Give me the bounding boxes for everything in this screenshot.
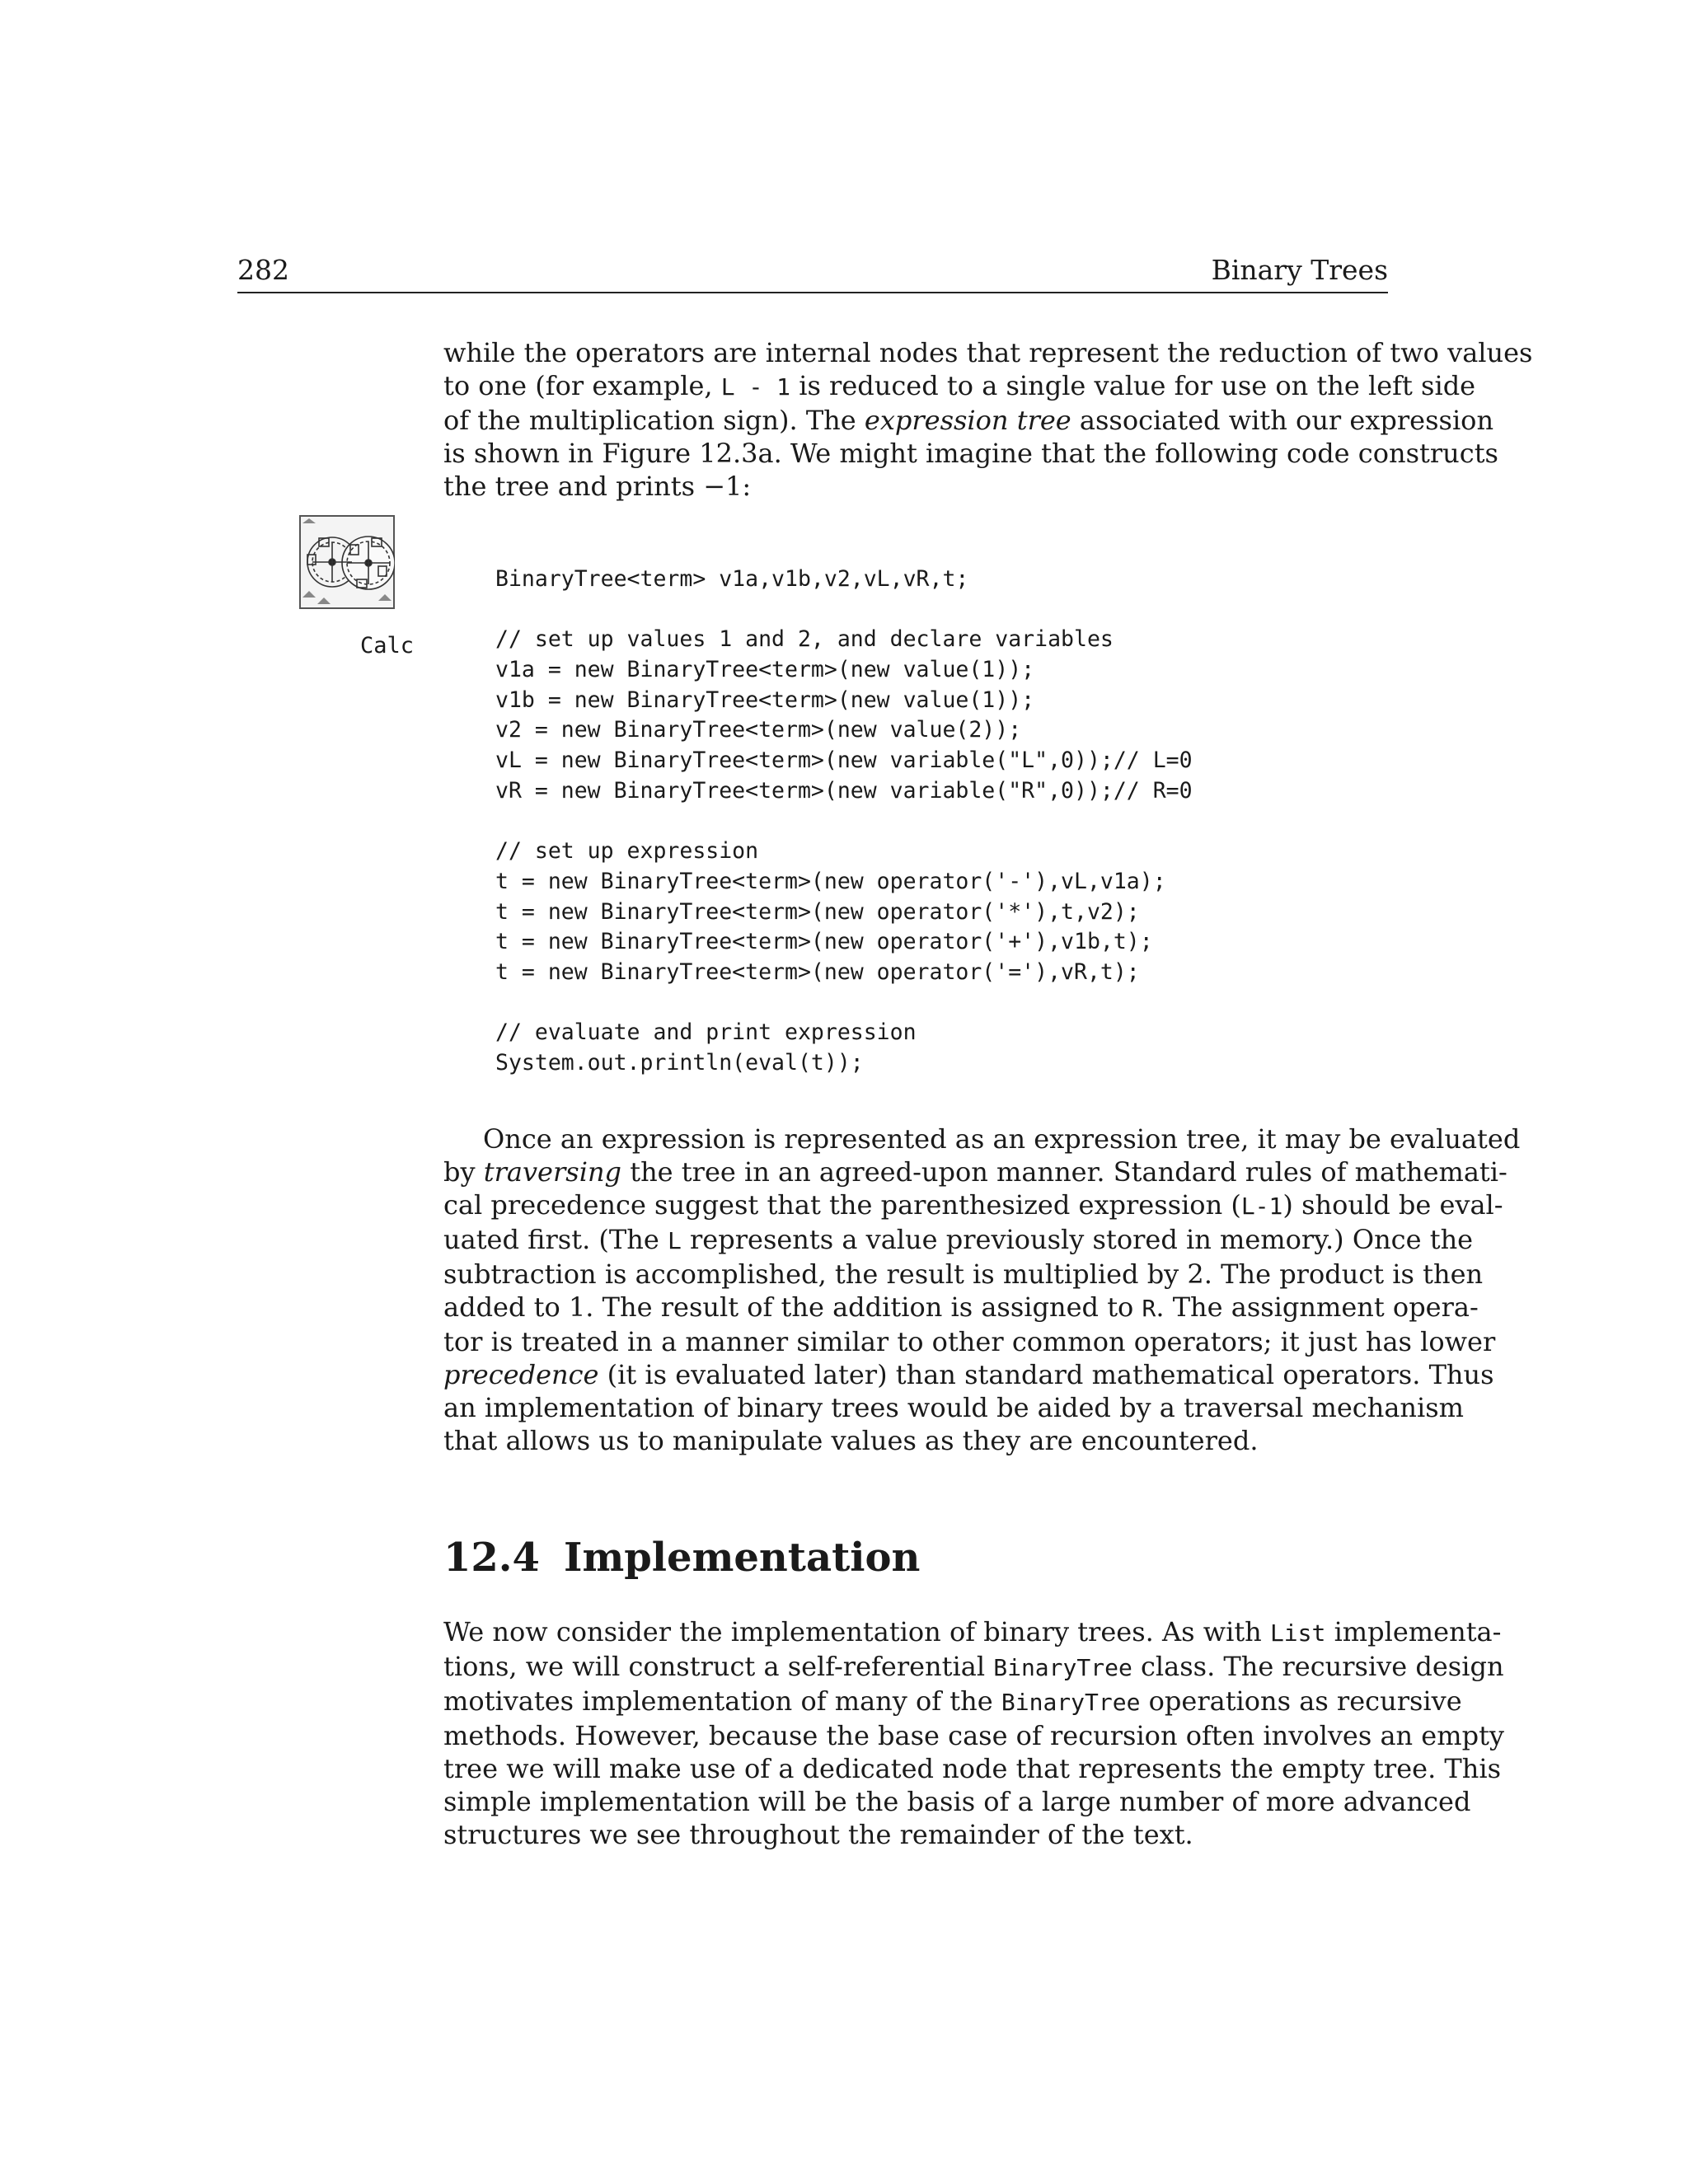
code-line: v1b = new BinaryTree<term>(new value(1)); [495,687,1035,713]
text-line: while the operators are internal nodes that represent the reduction of two values [443,337,1533,368]
text-line: the tree and prints −1: [443,471,752,502]
emphasis: traversing [483,1156,622,1188]
text-line: simple implementation will be the basis of a large number of more advanced [443,1786,1471,1817]
text-line: of the multiplication sign). The expression tree associated with our expression [443,405,1494,436]
text-line: tions, we will construct a self-referential BinaryTree class. The recursive design [443,1651,1504,1682]
code-line: t = new BinaryTree<term>(new operator('+'),v1b,t); [495,929,1153,955]
text-line: structures we see throughout the remainder of the text. [443,1819,1193,1850]
inline-code: List [1269,1619,1326,1647]
implementation-paragraph [443,1615,1504,1851]
text-line: is shown in Figure 12.3a. We might imagine that the following code constructs [443,438,1498,469]
intro-paragraph [443,336,1533,503]
inline-code: BinaryTree [993,1654,1132,1681]
code-line [495,988,1193,1019]
text-line: tree we will make use of a dedicated node that represents the empty tree. This [443,1753,1502,1784]
page-number: 282 [237,254,289,286]
code-line: System.out.println(eval(t)); [495,1050,864,1076]
code-line [495,595,1193,626]
inline-code: R [1142,1295,1156,1322]
running-header [237,251,1388,293]
code-line: // set up values 1 and 2, and declare variables [495,626,1114,653]
gears-icon [299,515,395,609]
text-line: uated first. (The L represents a value previously stored in memory.) Once the [443,1224,1474,1255]
code-line: // set up expression [495,838,759,865]
text-line: that allows us to manipulate values as they are encountered. [443,1425,1259,1456]
code-line [495,807,1193,837]
code-line: // evaluate and print expression [495,1019,917,1046]
code-line: t = new BinaryTree<term>(new operator('='),vR,t); [495,958,1140,985]
code-line: BinaryTree<term> v1a,v1b,v2,vL,vR,t; [495,566,969,592]
text-line: methods. However, because the base case of recursion often involves an empty [443,1720,1504,1751]
code-line: vL = new BinaryTree<term>(new variable("L",0));// L=0 [495,748,1193,774]
margin-note-label: Calc [360,633,415,658]
inline-code: L - 1 [720,373,791,401]
traversal-paragraph [443,1122,1521,1457]
code-listing [495,565,1193,1079]
text-line: Once an expression is represented as an expression tree, it may be evaluated [483,1123,1521,1155]
text-line: precedence (it is evaluated later) than standard mathematical operators. Thus [443,1359,1494,1390]
inline-code: BinaryTree [1001,1689,1141,1716]
text-line: subtraction is accomplished, the result is multiplied by 2. The product is then [443,1258,1484,1290]
code-line: t = new BinaryTree<term>(new operator('*'),t,v2); [495,898,1140,925]
code-line: v2 = new BinaryTree<term>(new value(2)); [495,717,1022,743]
text-line: cal precedence suggest that the parenthesized expression (L-1) should be eval- [443,1189,1503,1221]
emphasis: precedence [443,1359,599,1390]
text-line: We now consider the implementation of binary trees. As with List implementa- [443,1616,1502,1647]
running-title: Binary Trees [1211,254,1388,286]
inline-code: L [667,1227,682,1254]
text-line: an implementation of binary trees would be aided by a traversal mechanism [443,1392,1464,1423]
text-line: added to 1. The result of the addition is assigned to R. The assignment opera- [443,1291,1479,1323]
code-line: vR = new BinaryTree<term>(new variable("R",0));// R=0 [495,777,1193,804]
text-line: motivates implementation of many of the BinaryTree operations as recursive [443,1685,1462,1717]
section-heading [443,1535,920,1581]
text-line: to one (for example, L - 1 is reduced to a single value for use on the left side [443,370,1476,401]
text-line: tor is treated in a manner similar to other common operators; it just has lower [443,1326,1496,1357]
code-line: t = new BinaryTree<term>(new operator('-'),vL,v1a); [495,868,1166,894]
section-number: 12.4 [443,1535,540,1581]
emphasis: expression tree [864,405,1071,436]
code-line: v1a = new BinaryTree<term>(new value(1)); [495,657,1035,683]
section-title: Implementation [564,1535,921,1581]
text-line: by traversing the tree in an agreed-upon manner. Standard rules of mathemati- [443,1156,1507,1188]
inline-code: L-1 [1240,1193,1283,1220]
